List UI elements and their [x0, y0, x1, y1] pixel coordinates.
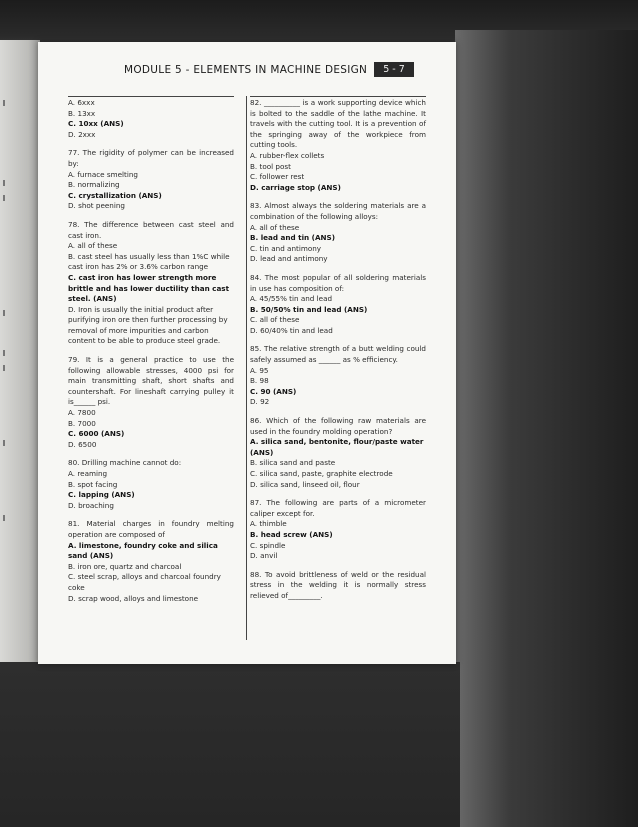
answer-option: C. cast iron has lower strength more brittle and has lower ductility than cast steel. (ANS) — [68, 272, 230, 304]
question-stem: 79. It is a general practice to use the following allowable stresses, 4000 psi for main transmitting shaft, short shafts and countershaft. For lineshaft carrying pulley it is______ psi. — [68, 355, 234, 407]
question-stem: 84. The most popular of all soldering materials in use has composition of: — [250, 272, 426, 293]
question-block — [250, 498, 426, 562]
option: D. silica sand, linseed oil, flour — [250, 479, 360, 489]
question-stem: 85. The relative strength of a butt welding could safely assumed as ______ as % efficiency. — [250, 344, 426, 365]
option: B. silica sand and paste — [250, 458, 336, 468]
answer-option: C. 6000 (ANS) — [68, 429, 125, 439]
option: B. normalizing — [68, 180, 120, 190]
option: D. anvil — [250, 551, 278, 561]
page-header — [38, 62, 456, 82]
option: A. 45/55% tin and lead — [250, 294, 333, 304]
question-stem: 78. The difference between cast steel and cast iron. — [68, 219, 234, 240]
option: B. tool post — [250, 161, 291, 171]
answer-option: B. 50/50% tin and lead (ANS) — [250, 304, 368, 314]
right-column — [250, 96, 426, 602]
question-stem: 87. The following are parts of a micrometer caliper except for. — [250, 498, 426, 518]
option: A. 6xxx — [68, 98, 95, 107]
question-block — [68, 220, 234, 347]
answer-option: B. lead and tin (ANS) — [250, 233, 336, 243]
option: A. rubber-flex collets — [250, 150, 325, 160]
option: B. 98 — [250, 376, 269, 386]
question-stem: 81. Material charges in foundry melting operation are composed of — [68, 519, 234, 539]
option: D. Iron is usually the initial product after purifying iron ore then further processing by removal of more impurities and carbon content to be able to produce steel grade. — [68, 304, 228, 346]
answer-option: C. crystallization (ANS) — [68, 190, 162, 200]
answer-option: C. 10xx (ANS) — [68, 119, 124, 129]
option: A. 7800 — [68, 408, 96, 418]
question-stem: 82. __________ is a work supporting device which is bolted to the saddle of the lathe machine. It travels with the cutting tool. It is a prevention of the springing away of the workpiece from cutting tools. — [250, 98, 426, 150]
question-block — [250, 273, 426, 337]
scan-bottom-shadow — [0, 662, 460, 827]
option: A. reaming — [68, 469, 108, 478]
question-block — [250, 98, 426, 193]
question-block — [68, 519, 234, 604]
option: C. spindle — [250, 540, 286, 550]
option: D. 2xxx — [68, 129, 96, 139]
question-block — [68, 148, 234, 212]
answer-option: C. lapping (ANS) — [68, 490, 135, 500]
option: B. iron ore, quartz and charcoal — [68, 561, 182, 571]
question-stem: 83. Almost always the soldering materials are a combination of the following alloys: — [250, 201, 426, 221]
option: C. steel scrap, alloys and charcoal foundry coke — [68, 572, 221, 592]
page-number-badge: 5 - 7 — [374, 62, 414, 77]
answer-option: C. 90 (ANS) — [250, 386, 297, 396]
option: C. silica sand, paste, graphite electrode — [250, 469, 393, 478]
question-block — [250, 570, 426, 602]
answer-option: D. carriage stop (ANS) — [250, 182, 341, 192]
option: A. 95 — [250, 365, 269, 375]
header-title: MODULE 5 - ELEMENTS IN MACHINE DESIGN — [124, 64, 368, 76]
option: D. scrap wood, alloys and limestone — [68, 593, 199, 603]
question-stem: 77. The rigidity of polymer can be increased by: — [68, 148, 234, 168]
answer-option: B. head screw (ANS) — [250, 529, 333, 539]
question-block — [68, 355, 234, 450]
left-edge-marks — [0, 60, 12, 660]
document-page — [38, 42, 456, 664]
option: B. spot facing — [68, 479, 118, 489]
option: B. 7000 — [68, 418, 96, 428]
question-stem: 88. To avoid brittleness of weld or the residual stress in the welding it is normally stress relieved of_________. — [250, 569, 426, 600]
scan-right-shadow — [455, 30, 638, 827]
option: A. all of these — [68, 241, 118, 251]
question-block — [68, 458, 234, 511]
question-block — [250, 201, 426, 265]
left-column — [68, 96, 234, 604]
option: B. 13xx — [68, 108, 96, 118]
question-block-continued — [68, 98, 234, 140]
option: D. broaching — [68, 500, 114, 510]
option: B. cast steel has usually less than 1%C while cast iron has 2% or 3.6% carbon range — [68, 251, 230, 272]
option: D. 60/40% tin and lead — [250, 325, 333, 335]
option: D. shot peening — [68, 201, 125, 211]
answer-option: A. silica sand, bentonite, flour/paste water (ANS) — [250, 437, 424, 457]
option: D. lead and antimony — [250, 254, 328, 264]
option: A. thimble — [250, 519, 287, 529]
question-block — [250, 344, 426, 408]
option: C. all of these — [250, 315, 300, 325]
option: C. follower rest — [250, 172, 305, 182]
question-stem: 80. Drilling machine cannot do: — [68, 458, 182, 468]
option: D. 92 — [250, 397, 270, 407]
option: D. 6500 — [68, 439, 97, 449]
question-block — [250, 416, 426, 490]
question-stem: 86. Which of the following raw materials are used in the foundry molding operation? — [250, 416, 426, 436]
option: A. furnace smelting — [68, 169, 138, 179]
answer-option: A. limestone, foundry coke and silica sand (ANS) — [68, 540, 218, 561]
column-divider — [246, 96, 247, 640]
option: A. all of these — [250, 222, 300, 232]
option: C. tin and antimony — [250, 243, 322, 253]
